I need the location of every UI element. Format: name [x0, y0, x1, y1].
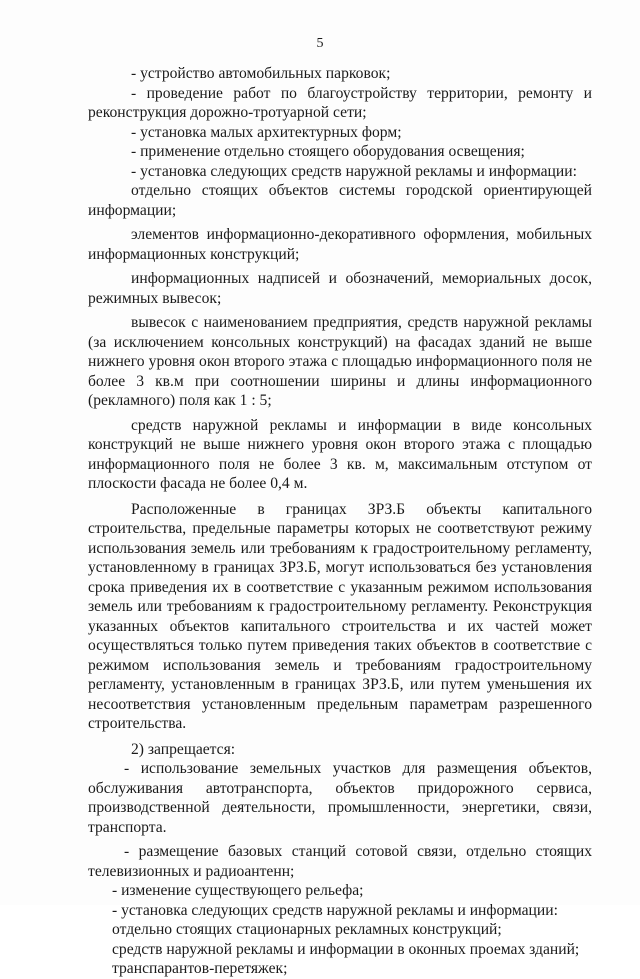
sub-item: средств наружной рекламы и информации в виде консольных конструкций не выше нижнего уровня окон второго этажа с площадью информационного поля не более 3 кв. м, максимальным отступом от плоскости фасада не более 0,4 м. — [88, 416, 592, 492]
sub-item: информационных надписей и обозначений, мемориальных досок, режимных вывесок; — [88, 270, 592, 307]
sub-item: вывесок с наименованием предприятия, средств наружной рекламы (за исключением консольных конструкций) на фасадах зданий не выше нижнего уровня окон второго этажа с площадью информационного поля не более 3 кв.м при соотношении ширины и длины информационного (рекламного) поля как 1 : 5; — [88, 314, 592, 409]
sub-item: отдельно стоящих стационарных рекламных конструкций; — [112, 921, 502, 938]
list-item: - применение отдельно стоящего оборудования освещения; — [131, 143, 525, 160]
sub-item: элементов информационно-декоративного оформления, мобильных информационных конструкций; — [88, 226, 592, 263]
sub-item: отдельно стоящих объектов системы городской ориентирующей информации; — [88, 182, 592, 219]
list-item: - изменение существующего рельефа; — [112, 882, 364, 899]
list-item: - установка малых архитектурных форм; — [131, 123, 402, 141]
list-item: - размещение базовых станций сотовой связи, отдельно стоящих телевизионных и радиоантенн; — [88, 843, 592, 880]
list-item: - установка следующих средств наружной рекламы и информации: — [131, 162, 577, 180]
page-number: 5 — [316, 36, 324, 51]
sub-item: средств наружной рекламы и информации в оконных проемах зданий; — [112, 940, 580, 958]
list-item: - установка следующих средств наружной рекламы и информации: — [112, 901, 558, 919]
list-item: - устройство автомобильных парковок; — [131, 65, 391, 82]
list-item: - использование земельных участков для размещения объектов, обслуживания автотранспорта, объектов придорожного сервиса, производственной деятельности, промышленности, энергетики, связи, транспорта. — [88, 760, 592, 836]
list-item: - проведение работ по благоустройству территории, ремонту и реконструкция дорожно-тротуарной сети; — [88, 84, 592, 121]
document-body — [88, 64, 592, 979]
sub-item: транспарантов-перетяжек; — [112, 960, 288, 977]
body-paragraph: Расположенные в границах ЗРЗ.Б объекты капитального строительства, предельные параметры которых не соответствуют режиму использования земель или требованиям к градостроительному регламенту, установленному в границах ЗРЗ.Б, могут использоваться без установления срока приведения их в соответствие с указанным режимом использования земель или требованиям к градостроительному регламенту. Реконструкция указанных объектов капитального строительства и их частей может осуществляться только путем приведения таких объектов в соответствие с режимом использования земель и требованиям градостроительному регламенту, установленным в границах ЗРЗ.Б, или путем уменьшения их несоответствия установленным предельным параметрам разрешенного строительства. — [88, 500, 592, 732]
section-heading: 2) запрещается: — [131, 740, 236, 758]
